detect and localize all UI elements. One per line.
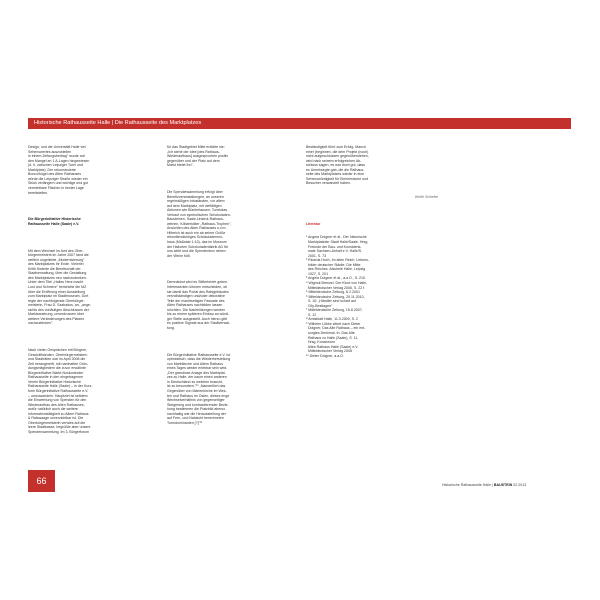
- text-line: leere Stadtkasse, begrüßte aber unsere: [28, 425, 91, 430]
- page-footer: [442, 483, 526, 487]
- text-line: Spendensammlung. Im 3. Bürgerforum: [28, 429, 90, 434]
- col3-para-1: [306, 145, 438, 186]
- page-number: 66: [36, 476, 47, 486]
- text-line: bilder deutscher Städte. Die Mitte: [306, 262, 361, 267]
- text-line: (d. h. zwischen Leipziger Turm und: [28, 163, 84, 168]
- text-line: Mit dem Wechsel im Amt des Ober-: [28, 248, 84, 253]
- col2-para-4: [167, 353, 299, 426]
- text-line: regte der nachfolgende Oberbürger-: [28, 298, 85, 303]
- col1-para-3: [28, 348, 160, 434]
- text-line: Unter dem Titel „Halles Herz macht: [28, 280, 84, 285]
- section-header-bar: [28, 118, 571, 129]
- text-line: es positive Signale aus der Stadtverwal-: [167, 321, 231, 326]
- text-line: Teile der machtseitigen Fassade des: [167, 298, 225, 303]
- text-line: des Reiches. Atschelé Halle, Leipzig: [306, 267, 366, 272]
- text-line: wird nach seinem erfolgreichen Ab-: [306, 158, 362, 163]
- text-line: in einem Zeitungsbeitrag" wurde auf: [28, 154, 85, 159]
- text-line: Lust und Schmerz" berichtete die MZ: [28, 284, 87, 289]
- text-line: Dolgner, Das Alte Rathaus – ein ent-: [306, 326, 366, 331]
- text-line: „Der grandiose Anlage des Marktplat-: [167, 370, 226, 375]
- text-line: Sehenswürdigkeit für Einheimische und: [306, 176, 369, 181]
- text-line: 1927, S. 201: [306, 271, 329, 276]
- text-line: den Mangel an 1 A-Lagen hingewiesen: [28, 158, 90, 163]
- text-line: – umzuwandeln. Hauptziel ist seitdem: [28, 393, 88, 398]
- text-line: regelmäßigen Infoständen, vor allem: [167, 199, 225, 204]
- text-line: Wiederaufbaus] ausgesprochen positiv: [167, 154, 229, 159]
- text-line: Marktplatzder Stadt Halle/Saale. Hrsg.: [306, 240, 369, 245]
- text-line: ten und Rathaus im Osten, dieses enge: [167, 393, 230, 398]
- text-line: Sehenswertes auszustellen: [28, 149, 72, 154]
- text-line: ³ Angela Dolgner et al., a.a.O., S. 210: [306, 276, 365, 281]
- text-line: seite des Marktplatzes wieder in eine: [306, 172, 365, 177]
- text-line: für das Stadtgebiet Mitte erklärte sie:: [167, 145, 225, 150]
- text-line: nachzudenken".: [28, 321, 54, 326]
- text-line: einer (beginnen, die dem Projekt (noch): [306, 149, 369, 154]
- text-line: Bürgerinitiative Markt-Nordostecke/: [28, 370, 84, 375]
- text-line: Design, und die Universität Halle viel: [28, 145, 86, 150]
- text-line: Rathausseite Halle (Saale) – in der Kurz-: [28, 384, 93, 389]
- text-line: S. 12: [306, 312, 317, 317]
- text-line: auf dem Marktplatz, mit vielfältigen: [167, 203, 222, 208]
- col1-para-2: [28, 249, 160, 326]
- text-line: Kritik förderte die Bereitschaft der: [28, 266, 81, 271]
- text-line: Ansichten des Alten Rathauses u.v.m.: [167, 226, 227, 231]
- text-line: Gegenüber von Marienkirche im Wes-: [167, 388, 227, 393]
- text-line: wofür natürlich auch die weitere: [28, 407, 78, 412]
- text-line: tung.: [167, 325, 175, 330]
- text-line: von Marktkirche und Altem Rathaus: [167, 361, 223, 366]
- text-line: „Ich stehe der Idee [des Rathaus-: [167, 149, 220, 154]
- text-line: Altes Rathaus Halle (Saale) e.V.: [306, 344, 359, 349]
- text-line: hung bestimmen die Platzbild aberso: [167, 407, 226, 412]
- text-line: Interessenten können entscheiden, ob: [167, 284, 228, 289]
- text-line: bereitstellen.: [28, 190, 49, 195]
- text-line: Steigerung und kontrastierender Bezie-: [167, 402, 229, 407]
- text-line: Wechselverhältnis von gegenseitiger: [167, 398, 225, 403]
- text-line: Hilfreich ist auch ein ab seiner Größe: [167, 230, 226, 235]
- text-line: ² Ricarda Huch, Im alten Reich. Lebens-: [306, 258, 370, 263]
- text-line: rekonfiendichtiges Schokoladenmo-: [167, 235, 224, 240]
- text-line: Die Spendensammlung erfolgt über: [167, 190, 223, 195]
- text-line: Marktsanierung, unverdrossen über: [28, 312, 84, 317]
- text-line: schluss sagen, es war doch gut, dass: [306, 163, 365, 168]
- text-line: auf Fern- und Nahsicht berechneten: [167, 416, 224, 421]
- text-line: ⁸ Amtsblatt Halle, 11.3.2009, S. 2: [306, 317, 358, 322]
- text-line: in Deutschland zu weichen braucht,: [167, 379, 223, 384]
- text-line: uns wirbt und die Spendenbox neben: [167, 249, 226, 254]
- text-line: sichts des vorläufigen Abschlusses der: [28, 307, 89, 312]
- text-line: Turmdominanten [?]"¹¹: [167, 420, 203, 425]
- text-line: des Marktplatzes ihr Ende. Vielerlei: [28, 262, 84, 267]
- text-line: Verein Bürgerinitiative Historische: [28, 379, 82, 384]
- author-signature: Wolfe Schiefer: [414, 195, 438, 200]
- text-line: ⁹ Wilhelm Lübke zitiert nach Dieter: [306, 321, 361, 326]
- col1-para-1: [28, 145, 160, 195]
- text-line: Bausteinen, Saale-Unstrut-Rathaus-: [167, 217, 224, 222]
- text-line: Marktplatz). Der rekonstruierte: [28, 167, 76, 172]
- text-line: ger Stelle ausgestellt. Auch hierzu gibt: [167, 316, 228, 321]
- text-line: Beständigkeit führt zum Erfolg. Manch: [306, 145, 366, 150]
- col1-heading: [28, 217, 160, 226]
- text-line: Die Bürgerinitiative Rathausseite e.V. ist: [167, 352, 230, 357]
- text-line: Zeit herangereift, mit namhaften Grün-: [28, 361, 89, 366]
- text-line: Besucher verwandelt haben.: [306, 181, 351, 186]
- text-line: es Unentwegte gab, die die Rathaus-: [306, 167, 365, 172]
- text-line: S. 10: „Händler sind scharf auf: [306, 299, 356, 304]
- text-line: Markt bietet Ihn".: [167, 163, 194, 168]
- text-line: des Marktplatzes neu nachzudenken.: [28, 275, 87, 280]
- text-line: eines Tages wieder erlebbar sein wird.: [167, 366, 228, 371]
- text-line: Oberbürgermeisterin verwies auf die: [28, 420, 86, 425]
- text-line: haus (Maßstab 1:10), das im Museum: [167, 240, 227, 245]
- col2-para-3: [167, 280, 299, 330]
- text-line: form Bürgerinitiative Rathausseite e.V.: [28, 388, 89, 393]
- text-line: ⁵ Mitteldeutsche Zeitung, 6.2.2001: [306, 290, 360, 295]
- text-line: und Stadträten war im April 2008 die: [28, 357, 86, 362]
- text-line: bürgermeisters im Jahre 2007 fand die: [28, 253, 89, 258]
- text-line: vermietbare Flächen in bester Lage: [28, 186, 84, 191]
- text-line: ⁴ Wigmut Brenzel, Der Kloot von Halle,: [306, 280, 368, 285]
- text-line: weithin ungeliebte „Modernisierung": [28, 257, 85, 262]
- text-line: zes zu Halle, der kaum einen anderen: [167, 375, 227, 380]
- text-line: Hrsg. Kuratorium: [306, 340, 335, 345]
- text-line: Aktionen wie Büchertausen, Tombolas,: [167, 208, 229, 213]
- text-line: Nach vielen Gesprächen mit Bürgern,: [28, 348, 88, 353]
- text-line: ¹⁰ Dieter Dolgner, a.a.O.: [306, 353, 344, 358]
- text-column-3: [306, 136, 438, 367]
- text-line: ⁷ Mitteldeutsche Zeitung, 15.8.2007,: [306, 308, 363, 313]
- text-line: zum Marktplatz im Stadtmuseum. Dort: [28, 294, 89, 299]
- text-line: Mitteldeutscher Verlag 2008: [306, 349, 352, 354]
- text-line: bis zu einem späteren Einbau an würdi-: [167, 312, 230, 317]
- text-line: Rathaus zu Halle (Saale), S. 11,: [306, 335, 359, 340]
- page-number-box: [28, 470, 55, 492]
- footer-left: Historische Rathausseite Halle |: [442, 483, 493, 487]
- text-line: der Vitrine füllt.: [167, 253, 191, 258]
- text-line: nicht aufgeschlossen gegenüberstehen,: [306, 154, 369, 159]
- section-header-title: Historische Rathausseite Halle | Die Rathausseite des Marktplatzes: [34, 120, 202, 126]
- text-line: sie damit das Portal des Ratsgebäudes: [167, 289, 229, 294]
- text-line: Die Bürgerinitiative Historische: [28, 217, 81, 222]
- text-line: gegenüber und der Platz auf dem: [167, 158, 220, 163]
- footer-issue: 02.2013: [513, 483, 527, 487]
- literature-list: [306, 235, 438, 358]
- text-line: weinen, Kölsterkliker „Rathaus-Trophen",: [167, 221, 232, 226]
- text-line: Rathausseite Halle (Saale) e.V.: [28, 221, 80, 226]
- text-line: vervollständigen und/oder dekorative: [167, 294, 225, 299]
- text-line: würde die Leipziger Straße wieder ein: [28, 176, 88, 181]
- text-line: sorgtes Denkmal. In: Das Alte: [306, 330, 355, 335]
- text-line: Geschäftsleuten, Oberbürgermeistern: [28, 352, 88, 357]
- text-line: Stück verlängern und wichtige und gut: [28, 181, 89, 186]
- text-line: nachhaltig wie die Herausstellung der: [167, 411, 226, 416]
- footer-brand: BAUSTEIN: [493, 483, 513, 487]
- text-line: die Einwerbung von Spenden für den: [28, 398, 87, 403]
- col2-para-2: [167, 190, 299, 258]
- text-line: 2001, S. 73: [306, 253, 327, 258]
- text-line: Stadtverwaltung, über die Gestaltung: [28, 271, 87, 276]
- text-line: Rathausseite in den eingetragenen: [28, 375, 84, 380]
- text-column-1: [28, 136, 160, 444]
- text-line: möchten. Die Nachbildungen werden: [167, 307, 226, 312]
- text-line: Demnächst wird es Stifterbriefe geben.: [167, 280, 229, 285]
- text-line: Boncolhügel des Alten Rathauses: [28, 172, 82, 177]
- text-line: meisterin, Frau D. Szabados, an, „ange-: [28, 303, 92, 308]
- text-line: Benefizveranstaltungen, an unseren: [167, 194, 224, 199]
- text-line: Verkauf von symbolischen Schokoladen-: [167, 212, 231, 217]
- text-line: ist zu bewundern."¹⁰ „Namentlich das: [167, 384, 226, 389]
- text-line: Wiederaufbau des Alten Rathauses,: [28, 402, 85, 407]
- col2-para-1: [167, 145, 299, 168]
- text-line: Mitteldeutscher Verlag 2006, S. 22 f.: [306, 285, 366, 290]
- text-line: male Sachsen-Anhalt e.V. Halle/S.: [306, 249, 363, 254]
- text-line: ⁶ Mitteldeutsche Zeitung, 20.11.2010,: [306, 294, 365, 299]
- text-line: dungsmitgliedern die zuvor erwähnte: [28, 366, 86, 371]
- text-line: der Hallorien Schokoladenfabrik AG für: [167, 244, 229, 249]
- text-line: & Ratswaage unverzichtbar ist. Die: [28, 416, 84, 421]
- text-line: Informationstätigkeit zu Altem Rathaus: [28, 411, 89, 416]
- literature-heading: Literatur: [306, 221, 321, 226]
- text-line: Alten Rathauses nachbilden lassen: [167, 303, 223, 308]
- text-line: City-Bestlagen": [306, 303, 333, 308]
- text-column-2: [167, 136, 299, 434]
- text-line: über die Eröffnung einer Ausstellung: [28, 289, 86, 294]
- text-line: optimistisch, dass die Wiederherstellung: [167, 357, 231, 362]
- text-line: weitere Veränderungen des Platzes: [28, 316, 84, 321]
- text-line: Freunde der Bau- und Kunstdenk-: [306, 244, 362, 249]
- text-line: ¹ Angela Dolgner et al., Der historische: [306, 235, 367, 240]
